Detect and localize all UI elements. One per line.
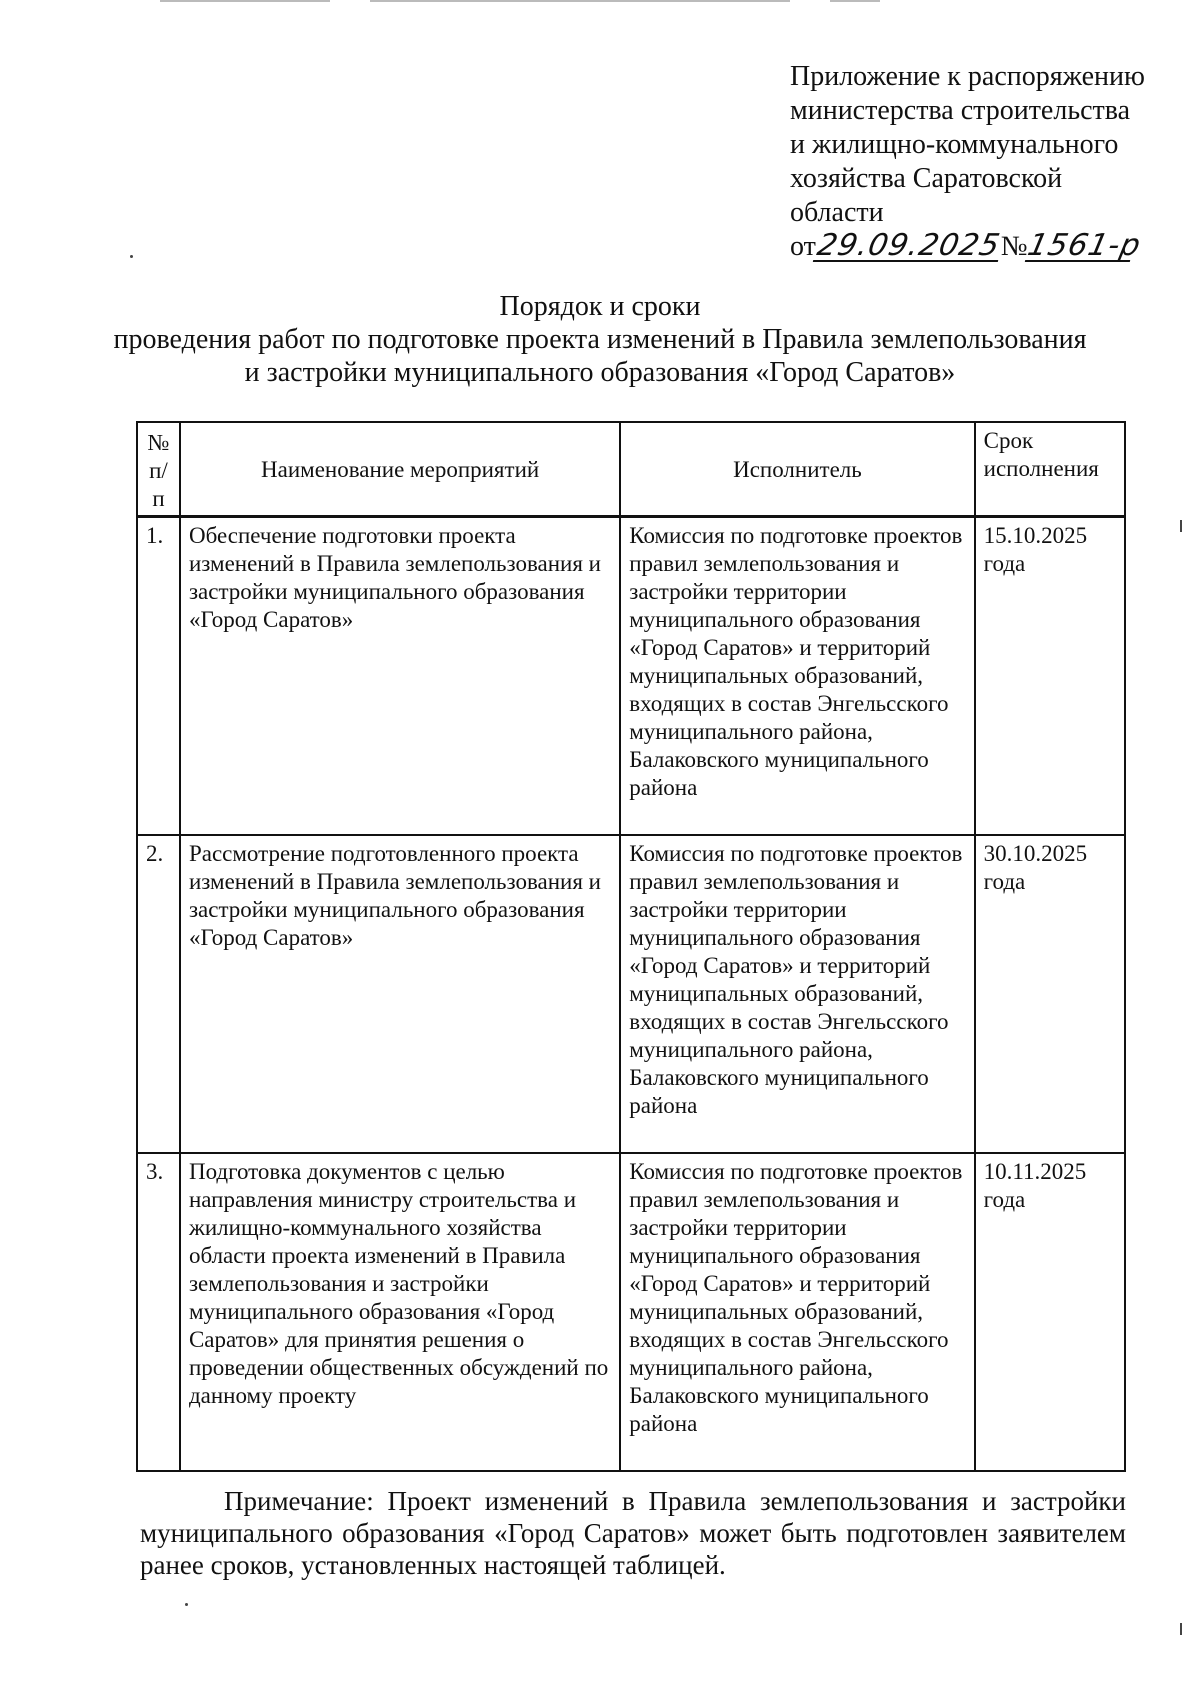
row-num: 2. [137, 835, 180, 1153]
appendix-date-row [790, 230, 1180, 264]
table-row [137, 517, 1125, 836]
row-executor: Комиссия по подготовке проектов правил землепользования и застройки территории муниципального образования «Город Саратов» и территорий муниципальных образований, входящих в состав Энгельсского муниципального района, Балаковского муниципального района [620, 517, 974, 836]
row-deadline: 15.10.2025 года [975, 517, 1125, 836]
scan-artifact [370, 0, 790, 2]
row-deadline: 10.11.2025 года [975, 1153, 1125, 1471]
appendix-line: Приложение к распоряжению [790, 61, 1145, 92]
scan-mark [1180, 520, 1182, 532]
footnote: Примечание: Проект изменений в Правила землепользования и застройки муниципального образования «Город Саратов» может быть подготовлен заявителем ранее сроков, установленных настоящей таблицей. [140, 1486, 1126, 1580]
number-prefix: № [1000, 231, 1028, 262]
title-line: проведения работ по подготовке проекта изменений в Правила землепользования [113, 324, 1087, 355]
header-deadline: Срок исполнения [975, 422, 1125, 517]
appendix-header [790, 60, 1180, 264]
table-row [137, 1153, 1125, 1471]
scan-mark [1180, 1623, 1182, 1635]
schedule-table [136, 421, 1126, 1472]
row-num: 1. [137, 517, 180, 836]
table-row [137, 835, 1125, 1153]
row-deadline: 30.10.2025 года [975, 835, 1125, 1153]
date-prefix: от [790, 231, 816, 262]
row-name: Подготовка документов с целью направления министру строительства и жилищно-коммунального хозяйства области проекта изменений в Правила землепользования и застройки муниципального образования «Город Саратов» для принятия решения о проведении общественных обсуждений по данному проекту [180, 1153, 620, 1471]
handwritten-number: 1561-р [1024, 228, 1144, 263]
title-line: и застройки муниципального образования «Город Саратов» [244, 357, 956, 388]
row-num: 3. [137, 1153, 180, 1471]
header-name: Наименование мероприятий [180, 422, 620, 517]
table-header-row [137, 422, 1125, 517]
document-title [0, 290, 1200, 389]
appendix-line: и жилищно-коммунального [790, 129, 1119, 160]
scan-speck [130, 255, 133, 258]
scan-artifact [160, 0, 330, 2]
appendix-line: министерства строительства [790, 95, 1131, 126]
row-executor: Комиссия по подготовке проектов правил землепользования и застройки территории муниципального образования «Город Саратов» и территорий муниципальных образований, входящих в состав Энгельсского муниципального района, Балаковского муниципального района [620, 835, 974, 1153]
row-name: Рассмотрение подготовленного проекта изменений в Правила землепользования и застройки муниципального образования «Город Саратов» [180, 835, 620, 1153]
row-name: Обеспечение подготовки проекта изменений в Правила землепользования и застройки муниципального образования «Город Саратов» [180, 517, 620, 836]
scan-speck [185, 1603, 188, 1606]
appendix-line: хозяйства Саратовской [790, 163, 1063, 194]
title-line: Порядок и сроки [499, 291, 701, 322]
header-executor: Исполнитель [620, 422, 974, 517]
handwritten-date: 29.09.2025 [814, 228, 1004, 263]
header-num: № п/п [137, 422, 180, 517]
scan-artifact [830, 0, 880, 2]
row-executor: Комиссия по подготовке проектов правил землепользования и застройки территории муниципального образования «Город Саратов» и территорий муниципальных образований, входящих в состав Энгельсского муниципального района, Балаковского муниципального района [620, 1153, 974, 1471]
appendix-line: области [790, 197, 884, 228]
